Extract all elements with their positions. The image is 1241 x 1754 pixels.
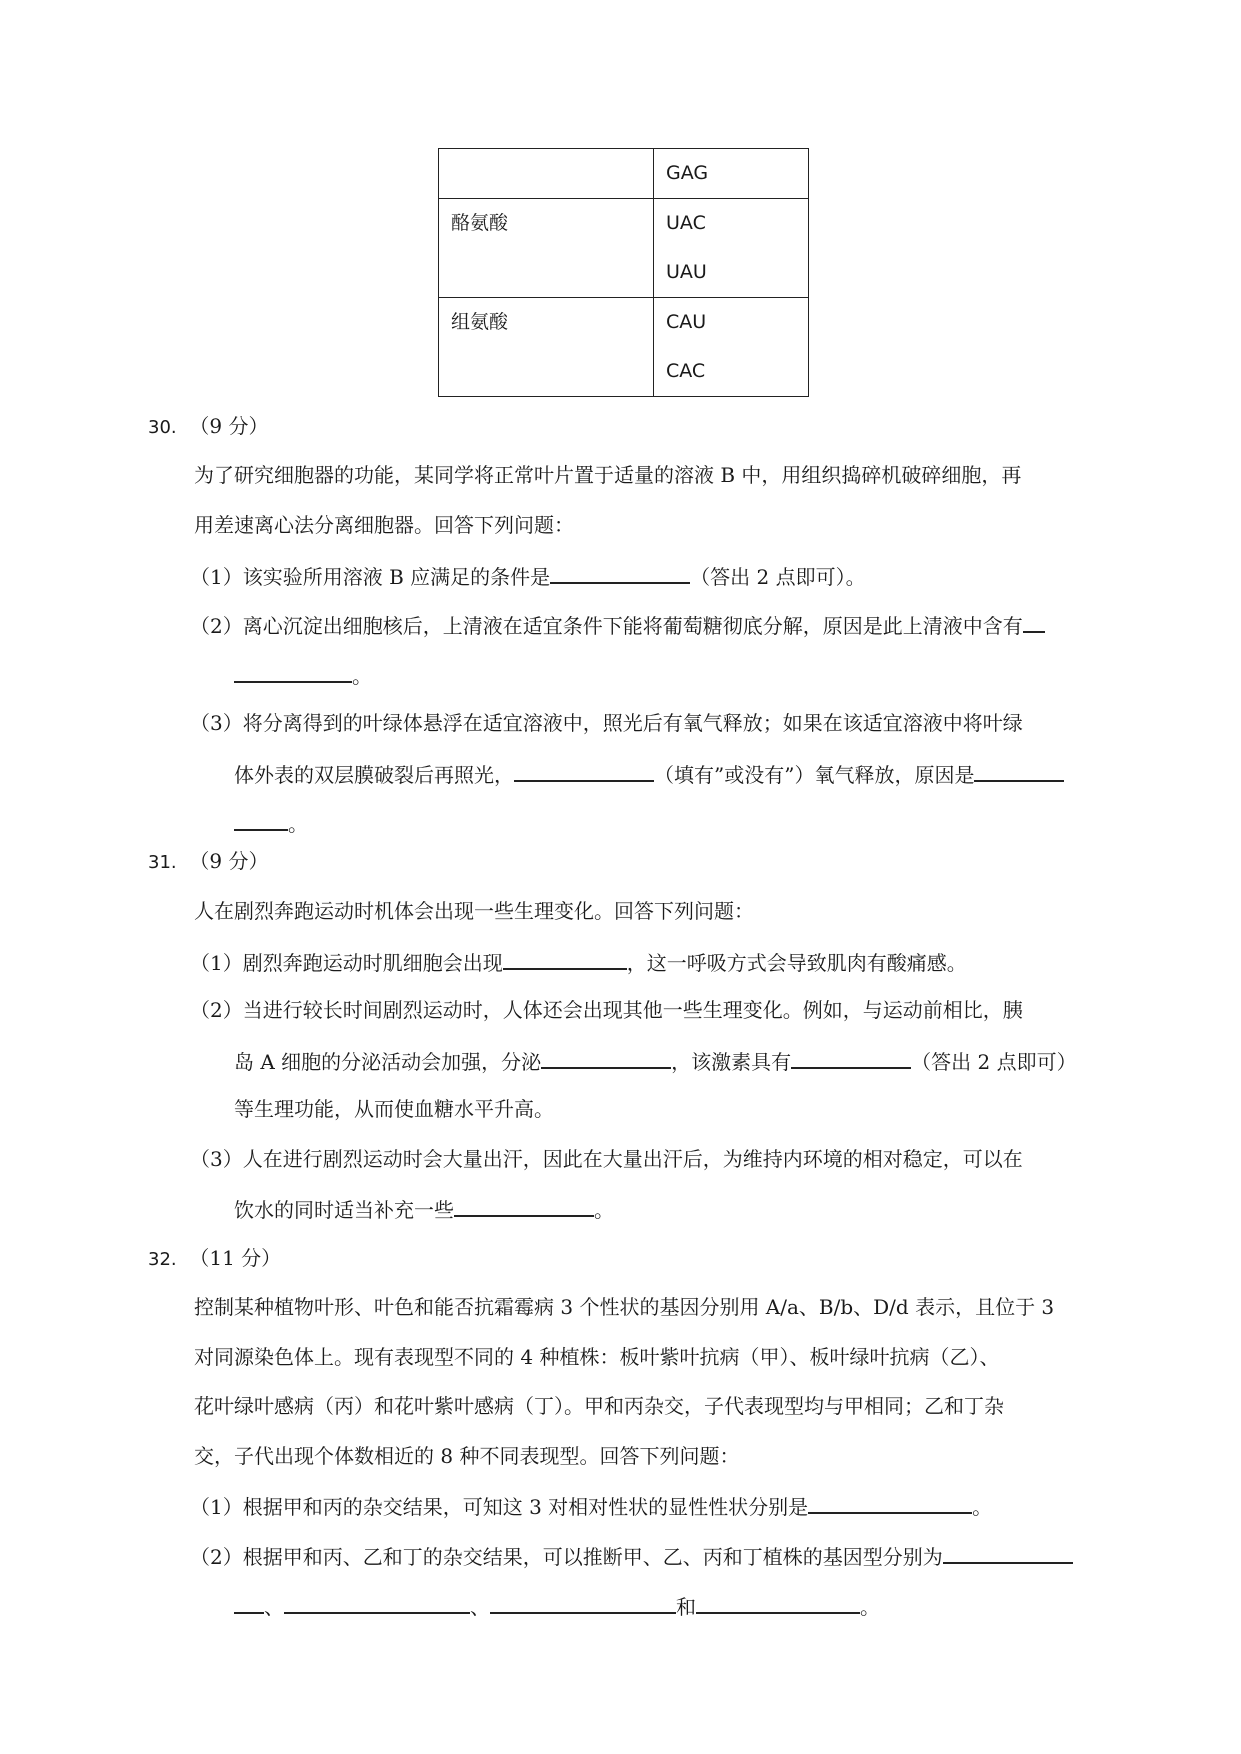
- question-30-part-2-cont: [234, 659, 372, 691]
- amino-acid: 酪氨酸: [451, 212, 509, 234]
- answer-blank[interactable]: [234, 1590, 264, 1614]
- question-32-part-2-cont: [234, 1590, 880, 1622]
- text: 。: [972, 1495, 993, 1519]
- question-32-stem-2: 对同源染色体上。现有表现型不同的 4 种植株：板叶紫叶抗病（甲）、板叶绿叶抗病（乙）、: [194, 1345, 1000, 1369]
- text: （答出 2 点即可）。: [690, 565, 866, 589]
- text: （2）离心沉淀出细胞核后，上清液在适宜条件下能将葡萄糖彻底分解，原因是此上清液中含有: [190, 614, 1023, 638]
- answer-blank[interactable]: [696, 1590, 860, 1614]
- question-30-header: [148, 411, 268, 443]
- text: 。: [352, 664, 372, 688]
- text: 。: [860, 1595, 880, 1619]
- text: （1）根据甲和丙的杂交结果，可知这 3 对相对性状的显性性状分别是: [190, 1495, 809, 1519]
- question-30-part-2: [190, 609, 1045, 641]
- question-32-part-2: [190, 1540, 1073, 1572]
- text: 体外表的双层膜破裂后再照光，: [234, 763, 514, 787]
- text: （1）该实验所用溶液 B 应满足的条件是: [190, 565, 551, 589]
- text: 饮水的同时适当补充一些: [234, 1198, 454, 1222]
- answer-blank[interactable]: [550, 560, 690, 584]
- question-score: （11 分）: [189, 1246, 282, 1270]
- answer-blank[interactable]: [514, 758, 654, 782]
- question-31-part-2-end: 等生理功能，从而使血糖水平升高。: [234, 1097, 554, 1121]
- question-30-part-1: [190, 560, 866, 592]
- question-score: （9 分）: [189, 414, 269, 438]
- question-32-stem-1: 控制某种植物叶形、叶色和能否抗霜霉病 3 个性状的基因分别用 A/a、B/b、D/d 表示，且位于 3: [194, 1295, 1055, 1319]
- question-number: 30.: [148, 417, 177, 438]
- question-number: 32.: [148, 1249, 177, 1270]
- text: （填有”或没有”）氧气释放，原因是: [654, 763, 975, 787]
- question-31-part-3: （3）人在进行剧烈运动时会大量出汗，因此在大量出汗后，为维持内环境的相对稳定，可以在: [190, 1147, 1023, 1171]
- answer-blank[interactable]: [454, 1193, 594, 1217]
- text: 。: [288, 812, 308, 836]
- question-31-stem: 人在剧烈奔跑运动时机体会出现一些生理变化。回答下列问题：: [194, 899, 754, 923]
- answer-blank[interactable]: [234, 807, 288, 831]
- text: ，这一呼吸方式会导致肌肉有酸痛感。: [626, 951, 967, 975]
- answer-blank[interactable]: [541, 1045, 671, 1069]
- answer-blank[interactable]: [503, 946, 627, 970]
- question-31-part-1: [190, 946, 967, 978]
- answer-blank[interactable]: [943, 1540, 1073, 1564]
- text: 岛 A 细胞的分泌活动会加强，分泌: [234, 1050, 542, 1074]
- question-31-header: [148, 846, 268, 878]
- answer-blank[interactable]: [284, 1590, 470, 1614]
- codon: CAC: [666, 360, 706, 382]
- text: 、: [264, 1595, 284, 1619]
- answer-blank[interactable]: [808, 1490, 972, 1514]
- answer-blank[interactable]: [234, 659, 352, 683]
- table-row: [439, 199, 809, 298]
- question-32-stem-3: 花叶绿叶感病（丙）和花叶紫叶感病（丁）。甲和丙杂交，子代表现型均与甲相同；乙和丁杂: [194, 1394, 1004, 1418]
- question-30-stem-2: 用差速离心法分离细胞器。回答下列问题：: [194, 513, 574, 537]
- text: （2）根据甲和丙、乙和丁的杂交结果，可以推断甲、乙、丙和丁植株的基因型分别为: [190, 1545, 943, 1569]
- text: 和: [676, 1595, 696, 1619]
- question-30-part-3-end: [234, 807, 308, 839]
- question-32-header: [148, 1243, 281, 1275]
- question-score: （9 分）: [189, 849, 269, 873]
- text: 。: [594, 1198, 614, 1222]
- answer-blank[interactable]: [1023, 609, 1045, 633]
- amino-acid: 组氨酸: [451, 311, 509, 333]
- amino-acid-cell: [439, 199, 654, 298]
- question-32-stem-4: 交，子代出现个体数相近的 8 种不同表现型。回答下列问题：: [194, 1444, 740, 1468]
- codon-cell: [654, 199, 809, 298]
- codon-cell: [654, 298, 809, 397]
- question-31-part-2: （2）当进行较长时间剧烈运动时，人体还会出现其他一些生理变化。例如，与运动前相比，胰: [190, 998, 1023, 1022]
- codon: GAG: [666, 162, 709, 184]
- text: （答出 2 点即可）: [911, 1050, 1077, 1074]
- answer-blank[interactable]: [490, 1590, 676, 1614]
- text: （1）剧烈奔跑运动时肌细胞会出现: [190, 951, 503, 975]
- codon: CAU: [666, 311, 707, 333]
- text: 、: [470, 1595, 490, 1619]
- text: ，该激素具有: [671, 1050, 792, 1074]
- question-31-part-2-cont: [234, 1045, 1077, 1077]
- table-row: [439, 149, 809, 199]
- amino-acid-cell: [439, 298, 654, 397]
- question-30-part-3: （3）将分离得到的叶绿体悬浮在适宜溶液中，照光后有氧气释放；如果在该适宜溶液中将叶绿: [190, 711, 1023, 735]
- question-31-part-3-cont: [234, 1193, 614, 1225]
- question-32-part-1: [190, 1490, 992, 1522]
- codon: UAC: [666, 212, 706, 234]
- amino-acid-cell: [439, 149, 654, 199]
- question-number: 31.: [148, 852, 177, 873]
- answer-blank[interactable]: [791, 1045, 911, 1069]
- question-30-part-3-cont: [234, 758, 1064, 790]
- codon-table: [438, 148, 809, 397]
- codon-cell: [654, 149, 809, 199]
- question-30-stem-1: 为了研究细胞器的功能，某同学将正常叶片置于适量的溶液 B 中，用组织捣碎机破碎细胞，再: [194, 463, 1022, 487]
- table-row: [439, 298, 809, 397]
- answer-blank[interactable]: [974, 758, 1064, 782]
- codon: UAU: [666, 261, 707, 283]
